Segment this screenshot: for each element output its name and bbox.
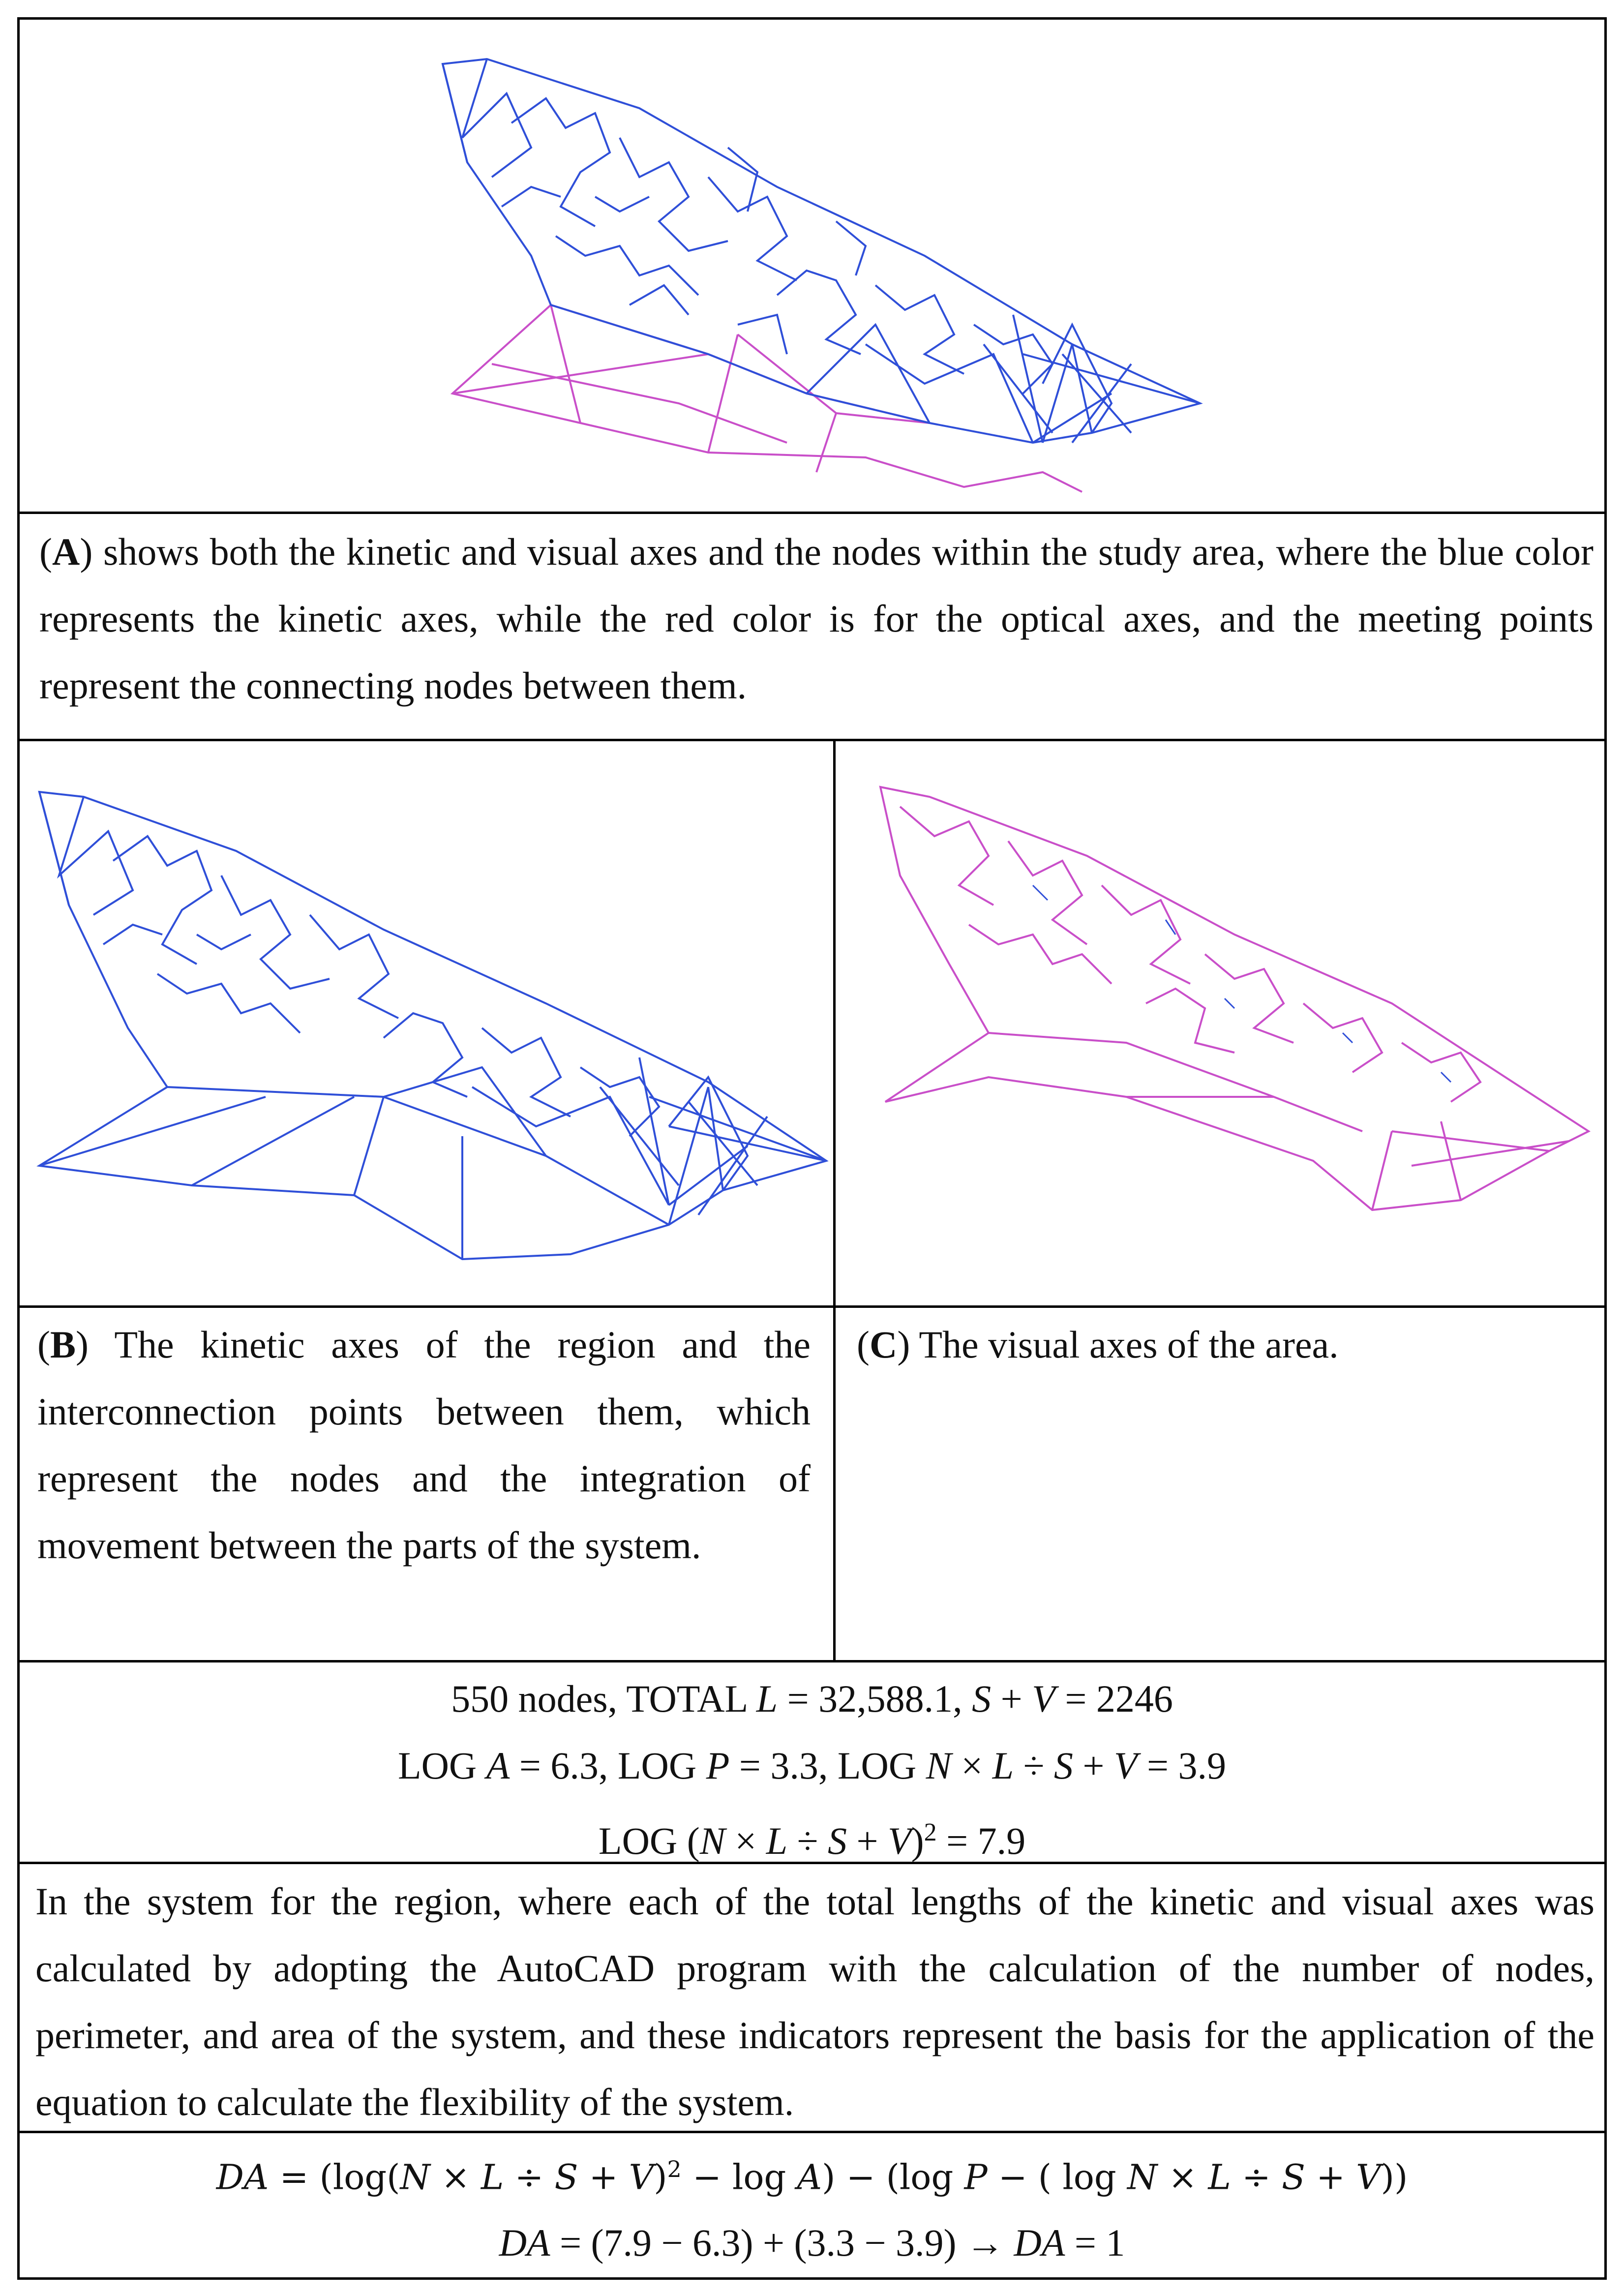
caption-c: (C) The visual axes of the area. — [857, 1323, 1339, 1366]
figure-b-kinetic-axes-map — [30, 782, 831, 1274]
figure-c-visual-axes — [880, 787, 1589, 1210]
row-divider — [17, 739, 1607, 741]
caption-a: (A) shows both the kinetic and visual axes and the nodes within the study area, where the blue color represents the kinetic axes, while the red color is for the optical axes, and the meeting points represent the connecting nodes between them. — [39, 530, 1594, 707]
caption-c-letter: C — [869, 1323, 898, 1366]
caption-b-letter: B — [50, 1323, 76, 1366]
caption-b: (B) The kinetic axes of the region and the interconnection points between them, which represent the nodes and the integration of movement between the parts of the system. — [37, 1323, 811, 1567]
metrics-line-3: LOG $(N \times L \div S + V)^2 = 7.9$ — [598, 1818, 1026, 1862]
caption-a-text: shows both the kinetic and visual axes and the nodes within the study area, where the blue color represents the kinetic axes, while the red color is for the optical axes, and the meeting points represent the connecting nodes between them. — [39, 530, 1594, 707]
row-divider — [17, 1305, 1607, 1308]
equation-block — [20, 2136, 1604, 2276]
equation-line-1: DA = $(\log(N \times L \div S + V)^2 - \log A) - (\log$ P − ( log N × L ÷ S + V)) — [216, 2156, 1408, 2198]
column-divider — [833, 739, 836, 1661]
figure-c-visual-axes-map — [871, 777, 1603, 1269]
equation-line-2: DA = (7.9 − 6.3) + (3.3 − 3.9) → DA = 1 — [499, 2221, 1125, 2265]
row-divider — [17, 1660, 1607, 1662]
figure-a-combined-axes-map — [433, 49, 1210, 502]
caption-b-text: The kinetic axes of the region and the interconnection points between them, which represent the nodes and the integration of movement between the parts of the system. — [37, 1323, 811, 1567]
metrics-line-2: LOG A = 6.3, LOG P = 3.3, LOG N × L ÷ S + V = 3.9 — [397, 1744, 1227, 1787]
figure-b-kinetic-axes — [39, 792, 826, 1259]
metrics-line-1: 550 nodes, TOTAL L = 32,588.1, S + V = 2246 — [451, 1677, 1173, 1720]
description-paragraph: In the system for the region, where each of the total lengths of the kinetic and visual axes was calculated by adopting the AutoCAD program with the calculation of the number of nodes, perimeter, and area of the system, and these indicators represent the basis for the application of the equation to calculate the flexibility of the system. — [35, 1880, 1594, 2123]
figure-a-kinetic-axes — [443, 59, 1200, 443]
caption-c-text: The visual axes of the area. — [910, 1323, 1339, 1366]
caption-a-letter: A — [52, 530, 80, 573]
figure-c-blue-fragments — [1033, 885, 1451, 1082]
row-divider — [17, 512, 1607, 514]
